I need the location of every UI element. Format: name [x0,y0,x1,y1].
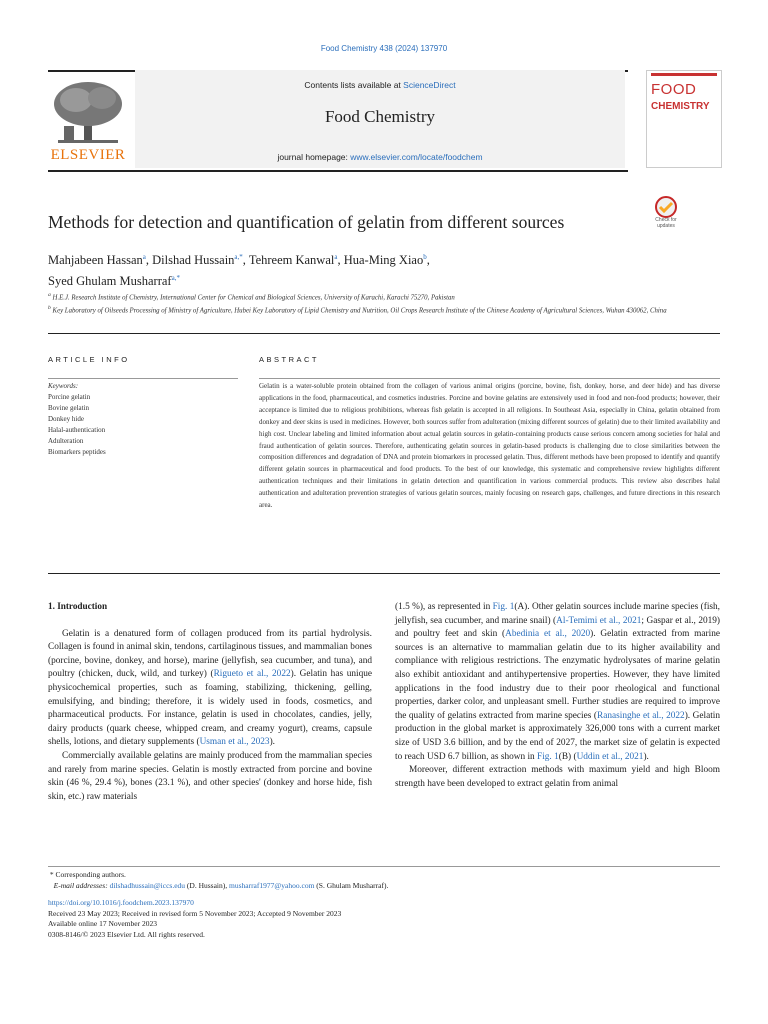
cover-stripe [651,73,717,76]
keyword-item: Adulteration [48,437,84,445]
contents-line [135,80,625,90]
keywords-block [48,378,238,458]
check-for-updates-badge[interactable] [648,196,684,232]
keyword-item: Bovine gelatin [48,404,90,412]
online-date: Available online 17 November 2023 [48,919,157,928]
check-updates-icon [648,196,684,218]
article-info-label: ARTICLE INFO [48,355,130,364]
affiliation-a: $^a$ H.E.J. Research Institute of Chemistry, International Center for Chemical and Biological Sciences, University of Karachi, Karachi 75270, Pakistan [48,292,455,302]
contents-prefix: Contents lists available at [304,80,404,90]
homepage-prefix: journal homepage: [277,152,351,162]
reference-link[interactable]: Uddin et al., 2021 [576,751,644,762]
figure-link[interactable]: Fig. 1 [537,751,559,762]
doi-link[interactable]: https://doi.org/10.1016/j.foodchem.2023.137970 [48,898,194,907]
journal-name: Food Chemistry [324,107,436,126]
cover-title-food: FOOD [651,81,697,98]
copyright: 0308-8146/© 2023 Elsevier Ltd. All rights reserved. [48,929,205,939]
author-4[interactable]: Hua-Ming Xiao$^b$, [343,253,430,268]
check-updates-label: Check for updates [655,217,677,229]
keyword-item: Donkey hide [48,415,84,423]
paragraph: Gelatin is a denatured form of collagen produced from its partial hydrolysis. Collagen is found in animal skin, tendons, cartilaginous tissues, and mammalian bones (porcine, bovine, donkey, and horse), marine (jellyfish, sea cucumber, and tuna), and poultry (chicken, duck, wild, and turkey) (Rigueto et al., 2022). Gelatin has unique physicochemical properties, such as foaming, stabilizing, thickening, gelling, emulsifying, and binding; therefore, it is widely used in foods, cosmetics, and pharmaceutical products. For instance, gelatin is used in chocolates, candies, jelly, dairy products (quark cheese, whipped cream, and creamy yogurt), creams, capsule shells, lotions, and dietary supplements (Usman et al., 2023). [48,628,373,748]
affiliations [48,290,688,317]
journal-cover-thumbnail[interactable] [646,70,722,168]
elsevier-logo [48,78,128,164]
keyword-item: Porcine gelatin [48,393,91,401]
reference-link[interactable]: Al-Temimi et al., 2021 [556,615,642,626]
keywords-label: Keywords: [48,382,79,390]
reference-link[interactable]: Abedinia et al., 2020 [505,629,591,640]
homepage-link[interactable]: www.elsevier.com/locate/foodchem [350,152,483,162]
email-link[interactable]: musharraf1977@yahoo.com [228,881,315,890]
figure-link[interactable]: Fig. 1 [492,602,515,612]
journal-citation[interactable]: Food Chemistry 438 (2024) 137970 [320,44,448,53]
cover-title-chemistry: CHEMISTRY [651,101,710,112]
author-list [48,248,688,290]
keyword-item: Biomarkers peptides [48,448,106,456]
email-link[interactable]: dilshadhussain@iccs.edu [109,881,186,890]
elsevier-tree-icon [48,78,128,148]
footnotes [48,866,720,891]
body-left-column [48,600,372,804]
publication-info [48,898,720,940]
history-dates: Received 23 May 2023; Received in revised form 5 November 2023; Accepted 9 November 2023 [48,908,342,918]
homepage-line [135,152,625,162]
section-heading: 1. Introduction [48,601,108,611]
abstract-label: ABSTRACT [259,355,320,364]
paragraph: (1.5 %), as represented in Fig. 1(A). Other gelatin sources include marine species (fish, jellyfish, sea cucumber, and marine snail) (Al-Temimi et al., 2021; Gaspar et al., 2019) and poultry feet and skin (Abedinia et al., 2020). Gelatin extracted from marine sources is an alternative to mammalian gelatin due to its higher availability and compliance with religious restrictions. The enzymatic hydrolysates of marine gelatin also exhibit antioxidant and antihypertensive properties. However, they have limited applications in the food industry due to their poor rheological and functional properties, darker color, and unpleasant smell. Further studies are required to improve the quality of gelatins extracted from marine species (Ranasinghe et al., 2022). Gelatin production in the global market is approximately 326,000 tons with a current market size of USD 3.6 billion, and by the end of 2027, the market size of gelatin is expected to reach USD 6.7 billion, as shown in Fig. 1(B) (Uddin et al., 2021). [395,602,721,762]
author-3[interactable]: Tehreem Kanwal$^a$, [248,253,344,268]
abstract-text: Gelatin is a water-soluble protein obtained from the collagen of various animal origins (porcine, bovine, fish, donkey, horse, and deer hide) and has diverse applications in the food, pharmaceutical, and cosmetics industries. Porcine and bovine gelatins are extensively used in food and non-food products; however, their acceptance is limited due to religious prohibitions, whereas fish gelatin is accepted in all religions. In Southeast Asia, especially in China, gelatin obtained from donkey and deer skins is used in medicines. However, both sources suffer from adulteration (mixing different sources of gelatin) due to their limited availability and high cost. Unclear labeling and limited information about actual gelatin sources in gelatin-containing products cause serious concern among societies for halal and fraud authentication of gelatin sources. Therefore, authenticating gelatin sources in gelatin-based products is challenging due to close similarities between the composition differences and degradation of DNA and protein biomarkers in processed gelatin. Thus, different methods have been proposed to identify and quantify different gelatin sources in pharmaceutical and food products. To the best of our knowledge, this systematic and comprehensive review highlights different authentication techniques and their limitations in gelatin detection and quantification in various commercial products. This review also describes halal authentication and adulteration prevention strategies of various gelatin sources, mainly focusing on research gaps, challenges, and future directions in this research area. [259,378,720,512]
email-note: E-mail addresses: dilshadhussain@iccs.edu (D. Hussain), musharraf1977@yahoo.com (S. Ghulam Musharraf). [53,881,389,890]
paragraph: Moreover, different extraction methods with maximum yield and high Bloom strength have been developed to extract gelatin from animal [395,765,720,789]
reference-link[interactable]: Usman et al., 2023 [199,737,270,748]
elsevier-wordmark: ELSEVIER [50,147,126,163]
divider [48,333,720,334]
reference-link[interactable]: Rigueto et al., 2022 [213,669,291,680]
keyword-item: Halal-authentication [48,426,106,434]
corresponding-note: * Corresponding authors. [48,870,126,879]
reference-link[interactable]: Ranasinghe et al., 2022 [597,710,685,721]
paragraph: Commercially available gelatins are mainly produced from the mammalian species and rarely from marine species. Gelatin is mostly extracted from porcine and bovine skin (46 %, 29.4 %), bones (23.1 %), and other species' (donkey and horse hide, fish skin, etc.) raw materials [48,750,372,802]
body-right-column [395,601,720,791]
article-title: Methods for detection and quantification of gelatin from different sources [48,212,565,232]
divider [48,573,720,574]
affiliation-b: $^b$ Key Laboratory of Oilseeds Processing of Ministry of Agriculture, Hubei Key Laboratory of Lipid Chemistry and Nutrition, Oil Crops Research Institute of the Chinese Academy of Agricultural Sciences, Wuhan 430062, China [48,305,667,315]
author-1[interactable]: Mahjabeen Hassan$^a$, [48,253,153,268]
author-2[interactable]: Dilshad Hussain$^{a,*}$, [152,253,249,268]
author-5[interactable]: Syed Ghulam Musharraf$^{a,*}$ [48,274,180,289]
sciencedirect-link[interactable]: ScienceDirect [403,80,456,90]
